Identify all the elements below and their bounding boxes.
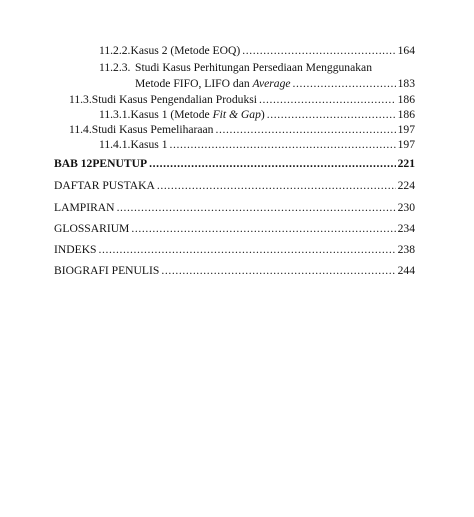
- toc-entry-number: 11.4.1.: [99, 138, 131, 151]
- toc-page-number: 183: [397, 77, 415, 90]
- toc-page-number: 244: [397, 264, 415, 277]
- toc-entry-title: Studi Kasus Perhitungan Persediaan Menggunakan: [135, 61, 372, 74]
- dot-leader: [161, 264, 395, 278]
- dot-leader: [131, 222, 395, 236]
- toc-entry-title: Kasus 1: [130, 138, 168, 151]
- toc-page-number: 221: [397, 157, 415, 170]
- toc-entry-title: DAFTAR PUSTAKA: [54, 179, 155, 192]
- toc-entry-number: 11.2.2.: [99, 44, 131, 57]
- toc-entry-title: INDEKS: [54, 243, 97, 256]
- dot-leader: [170, 138, 396, 152]
- toc-page-number: 197: [397, 123, 415, 136]
- toc-entry-title-italic: Average: [252, 77, 291, 90]
- toc-entry-title: Kasus 1 (Metode: [130, 108, 213, 121]
- toc-entry-title: GLOSSARIUM: [54, 222, 130, 235]
- toc-entry-title-end: ): [260, 108, 265, 121]
- dot-leader: [157, 179, 396, 193]
- toc-page-number: 238: [397, 243, 415, 256]
- toc-entry-glossarium[interactable]: [54, 222, 415, 236]
- toc-page-number: 234: [397, 222, 415, 235]
- toc-entry-daftar-pustaka[interactable]: [54, 179, 415, 193]
- toc-entry-biografi-penulis[interactable]: [54, 264, 415, 278]
- toc-entry-number: 11.4.: [69, 123, 92, 136]
- dot-leader: [215, 123, 395, 137]
- toc-entry-11-2-3-continued[interactable]: [135, 77, 415, 91]
- toc-entry-title-italic: Fit & Gap: [212, 108, 261, 121]
- toc-entry-11-3[interactable]: [69, 93, 415, 107]
- toc-entry-title: Kasus 2 (Metode EOQ): [130, 44, 241, 57]
- toc-entry-number: BAB 12: [54, 157, 93, 170]
- toc-entry-lampiran[interactable]: [54, 201, 415, 215]
- toc-page-number: 230: [397, 201, 415, 214]
- dot-leader: [293, 77, 396, 91]
- toc-entry-number: 11.3.: [69, 93, 92, 106]
- toc-entry-number: 11.2.3.: [99, 61, 131, 74]
- dot-leader: [242, 44, 395, 58]
- toc-entry-bab-12[interactable]: [54, 157, 415, 171]
- toc-entry-title-cont: Metode FIFO, LIFO dan: [135, 77, 253, 90]
- toc-entry-11-3-1[interactable]: [99, 108, 415, 122]
- dot-leader: [117, 201, 396, 215]
- toc-page-number: 186: [397, 93, 415, 106]
- dot-leader: [99, 243, 396, 257]
- toc-entry-11-4-1[interactable]: [99, 138, 415, 152]
- toc-page-number: 224: [397, 179, 415, 192]
- toc-entry-indeks[interactable]: [54, 243, 415, 257]
- toc-page-number: 164: [397, 44, 415, 57]
- toc-entry-title: BIOGRAFI PENULIS: [54, 264, 160, 277]
- dot-leader: [259, 93, 396, 107]
- toc-entry-title: PENUTUP: [92, 157, 148, 170]
- toc-entry-11-2-2[interactable]: [99, 44, 415, 58]
- dot-leader: [149, 157, 396, 171]
- toc-entry-11-2-3[interactable]: [99, 61, 372, 75]
- dot-leader: [267, 108, 396, 122]
- toc-entry-11-4[interactable]: [69, 123, 415, 137]
- toc-entry-title: LAMPIRAN: [54, 201, 115, 214]
- toc-page-number: 197: [397, 138, 415, 151]
- toc-entry-title: Studi Kasus Pengendalian Produksi: [91, 93, 257, 106]
- toc-page-number: 186: [397, 108, 415, 121]
- toc-entry-number: 11.3.1.: [99, 108, 131, 121]
- toc-entry-title: Studi Kasus Pemeliharaan: [91, 123, 214, 136]
